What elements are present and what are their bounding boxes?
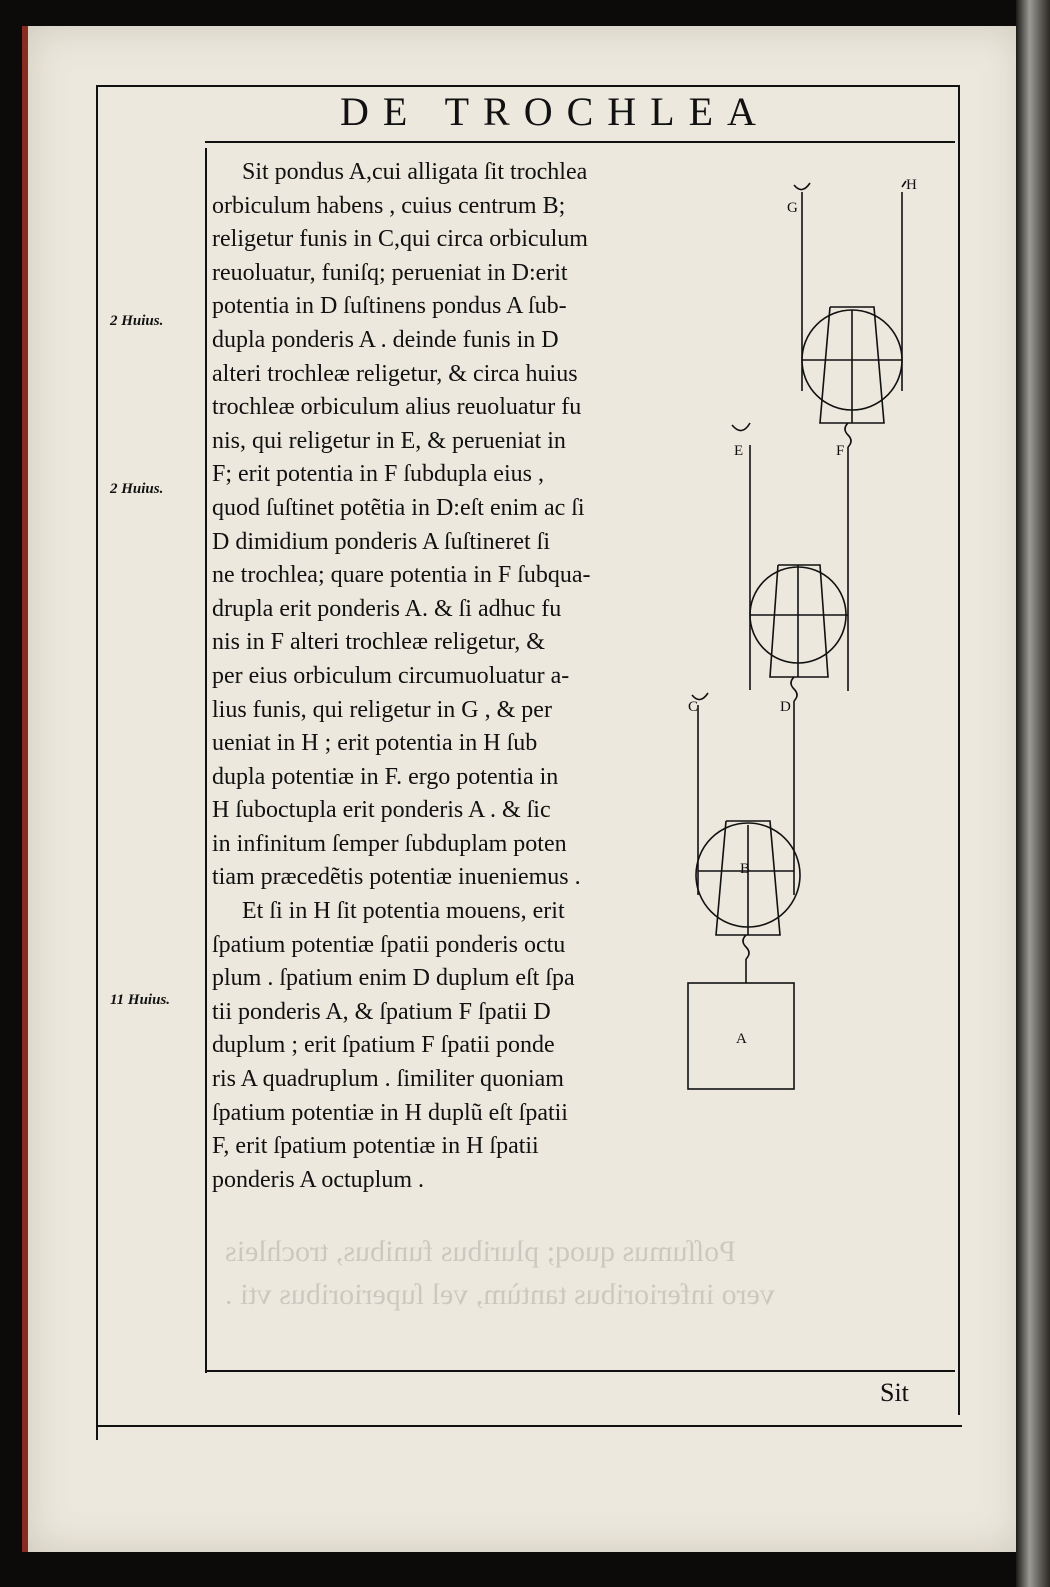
- footer-rule: [205, 1370, 955, 1372]
- text-line: lius funis, qui religetur in G , & per: [212, 696, 552, 723]
- text-line: Sit pondus A,cui alligata ſit trochlea: [242, 159, 588, 185]
- text-line: H ſuboctupla erit ponderis A . & ſic: [212, 797, 551, 824]
- text-line: ſpatium potentiæ in H duplũ eſt ſpatii: [212, 1099, 568, 1126]
- margin-note-2: 2 Huius.: [110, 481, 164, 497]
- text-line: orbiculum habens , cuius centrum B;: [212, 192, 566, 219]
- page-edge: [1016, 0, 1050, 1587]
- frame-top-rule: [96, 85, 960, 87]
- text-line: F; erit potentia in F ſubdupla eius ,: [212, 461, 544, 488]
- label-c: C: [688, 699, 699, 715]
- text-line: reuoluatur, funiſq; perueniat in D:erit: [212, 259, 568, 286]
- text-line: ueniat in H ; erit potentia in H ſub: [212, 730, 538, 757]
- text-line: D dimidium ponderis A ſuſtineret ſi: [212, 528, 550, 555]
- text-line: ris A quadruplum . ſimiliter quoniam: [212, 1066, 564, 1093]
- text-line: drupla erit ponderis A. & ſi adhuc fu: [212, 595, 562, 622]
- margin-note-1: 2 Huius.: [110, 313, 164, 329]
- text-line: plum . ſpatium enim D duplum eſt ſpa: [212, 965, 575, 992]
- label-a: A: [736, 1031, 747, 1047]
- text-line: in infinitum ſemper ſubduplam poten: [212, 830, 567, 857]
- pulley-diagram: [670, 165, 950, 1095]
- margin-note-3: 11 Huius.: [110, 992, 171, 1008]
- label-g: G: [787, 200, 798, 216]
- hook-middle-block: [791, 677, 797, 701]
- hook-e: [732, 423, 750, 431]
- label-h: H: [906, 177, 917, 193]
- hook-top-block: [845, 423, 851, 447]
- frame-bottom-rule: [96, 1425, 962, 1427]
- label-b: B: [740, 861, 751, 877]
- text-line: potentia in D ſuſtinens pondus A ſub-: [212, 293, 567, 320]
- catchword: Sit: [880, 1378, 909, 1407]
- text-line: quod ſuſtinet potẽtia in D:eſt enim ac ſi: [212, 494, 585, 521]
- label-f: F: [836, 443, 845, 459]
- frame-left-rule: [96, 85, 98, 1440]
- hook-lower-block: [743, 935, 749, 959]
- text-line: tiam præcedẽtis potentiæ inueniemus .: [212, 864, 581, 891]
- margin-column-rule: [205, 148, 207, 1373]
- body-text: [212, 156, 652, 1197]
- text-line: ne trochlea; quare potentia in F ſubqua-: [212, 562, 591, 589]
- text-line: trochleæ orbiculum alius reuoluatur fu: [212, 394, 582, 421]
- text-line: ſpatium potentiæ ſpatii ponderis octu: [212, 931, 566, 958]
- hook-g: [794, 183, 810, 190]
- label-d: D: [780, 699, 791, 715]
- text-line: per eius orbiculum circumuoluatur a-: [212, 662, 570, 689]
- text-line: nis, qui religetur in E, & perueniat in: [212, 427, 566, 454]
- text-line: tii ponderis A, & ſpatium F ſpatii D: [212, 998, 551, 1025]
- text-line: Et ſi in H ſit potentia mouens, erit: [242, 898, 565, 925]
- text-line: ponderis A octuplum .: [212, 1166, 424, 1193]
- text-line: dupla potentiæ in F. ergo potentia in: [212, 763, 559, 790]
- label-e: E: [734, 443, 744, 459]
- frame-right-rule: [958, 85, 960, 1415]
- bleed-through-line-2: vero inferioribus tantùm, vel ſuperioribus vti .: [225, 1278, 775, 1311]
- text-line: duplum ; erit ſpatium F ſpatii ponde: [212, 1032, 555, 1059]
- text-line: nis in F alteri trochleæ religetur, &: [212, 629, 545, 656]
- text-line: alteri trochleæ religetur, & circa huius: [212, 360, 578, 387]
- bleed-through-line-1: Poſſumus quoq; pluribus funibus, trochleis: [225, 1235, 736, 1268]
- header-rule: [205, 141, 955, 143]
- pulley-middle-block: [770, 565, 828, 677]
- text-line: dupla ponderis A . deinde funis in D: [212, 326, 559, 353]
- text-line: F, erit ſpatium potentiæ in H ſpatii: [212, 1133, 539, 1160]
- text-line: religetur funis in C,qui circa orbiculum: [212, 226, 588, 253]
- running-head: DE TROCHLEA: [340, 89, 770, 134]
